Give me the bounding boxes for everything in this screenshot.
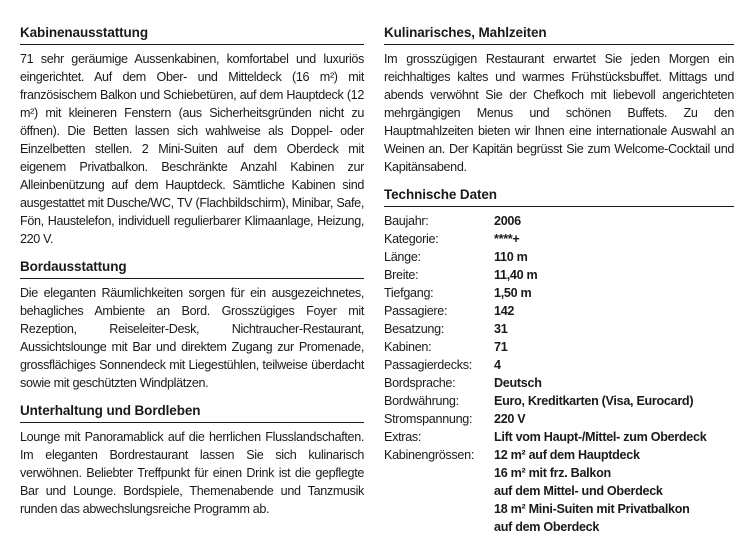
specs-table [384,212,734,536]
cabin-size-line: auf dem Mittel- und Oberdeck [494,484,663,498]
spec-label: Baujahr: [384,214,429,228]
spec-value: 110 m [494,250,528,264]
spec-value: Euro, Kreditkarten (Visa, Eurocard) [494,394,694,408]
spec-label: Stromspannung: [384,412,473,426]
spec-row [384,248,734,266]
cabin-size-line: 16 m² mit frz. Balkon [494,466,611,480]
section-body: Im grosszügigen Restaurant erwartet Sie jeden Morgen ein reichhaltiges kaltes und warmes Frühstücksbuffet. Mittags und abends verwöhnt Sie der Chefkoch mit liebevoll angerichteten mehrgängigen Menus und schönen Buffets. Zu den Hauptmahlzeiten bieten wir Ihnen eine internationale Auswahl an Weinen an. Der Kapitän begrüsst Sie zum Welcome-Cocktail und Kapitänsabend. [384,52,734,174]
section-body: 71 sehr geräumige Aussenkabinen, komfortabel und luxuriös eingerichtet. Auf dem Ober- und Mitteldeck (16 m²) mit französischem Balkon und Schiebetüren, auf dem Hauptdeck (12 m²) mit kleineren Fenstern (aus Sicherheitsgründen nicht zu öffnen). Die Betten lassen sich wahlweise als Doppel- oder Einzelbetten stellen. 2 Mini-Suiten auf dem Oberdeck mit eigenem Privatbalkon. Beschränkte Anzahl Kabinen zur Alleinbenützung auf dem Hauptdeck. Sämtliche Kabinen sind ausgestattet mit Dusche/WC, TV (Flachbildschirm), Minibar, Safe, Fön, Haustelefon, individuell regulierbarer Klimaanlage, Heizung, 220 V. [20,52,364,246]
section-kulinarisches [384,24,734,176]
spec-label: Breite: [384,268,419,282]
spec-value: 71 [494,340,508,354]
section-title: Technische Daten [384,186,734,207]
spec-value: Lift vom Haupt-/Mittel- zum Oberdeck [494,430,707,444]
spec-value [494,446,734,536]
cabin-size-line: auf dem Oberdeck [494,520,600,534]
section-title: Bordausstattung [20,258,364,279]
spec-row [384,356,734,374]
spec-row [384,320,734,338]
spec-value: 1,50 m [494,286,532,300]
section-body: Die eleganten Räumlichkeiten sorgen für ein ausgezeichnetes, behagliches Ambiente an Bord. Grosszügiges Foyer mit Rezeption, Reiseleiter-Desk, Nichtraucher-Restaurant, Aussichtslounge mit Bar und direktem Zugang zur Promenade, grossflächiges Sonnendeck mit Liegestühlen, teilweise überdacht sowie mit geschützten Windplätzen. [20,286,364,390]
spec-row [384,212,734,230]
cabin-size-line: 18 m² Mini-Suiten mit Privatbalkon [494,502,690,516]
spec-row [384,302,734,320]
spec-label: Passagiere: [384,304,448,318]
spec-value: 2006 [494,214,521,228]
spec-value: ****+ [494,232,520,246]
section-title: Kulinarisches, Mahlzeiten [384,24,734,45]
spec-value: 142 [494,304,515,318]
section-unterhaltung [20,402,364,518]
section-technische-daten [384,186,734,536]
spec-value: 4 [494,358,501,372]
left-column [20,24,364,528]
spec-row [384,266,734,284]
spec-label: Tiefgang: [384,286,434,300]
spec-row [384,284,734,302]
spec-value: 220 V [494,412,526,426]
spec-label: Bordwährung: [384,394,459,408]
spec-label: Kategorie: [384,232,439,246]
spec-row [384,410,734,428]
spec-label: Passagierdecks: [384,358,472,372]
section-kabinenausstattung [20,24,364,248]
spec-label: Besatzung: [384,322,445,336]
right-column [384,24,734,546]
spec-label: Kabinengrössen: [384,448,475,462]
section-bordausstattung [20,258,364,392]
cabin-size-line: 12 m² auf dem Hauptdeck [494,448,640,462]
spec-label: Bordsprache: [384,376,456,390]
spec-row-kabinengroessen [384,446,734,536]
spec-label: Länge: [384,250,421,264]
spec-row [384,230,734,248]
spec-row [384,428,734,446]
spec-label: Kabinen: [384,340,432,354]
spec-row [384,374,734,392]
spec-label: Extras: [384,430,422,444]
section-title: Unterhaltung und Bordleben [20,402,364,423]
spec-value: 31 [494,322,508,336]
spec-value: Deutsch [494,376,542,390]
spec-value: 11,40 m [494,268,538,282]
section-body: Lounge mit Panoramablick auf die herrlichen Flusslandschaften. Im eleganten Bordrestaurant lassen Sie sich kulinarisch verwöhnen. Beliebter Treffpunkt für einen Drink ist die gepflegte Bar und Lounge. Bordspiele, Themenabende und Tanzmusik runden das abwechslungsreiche Programm ab. [20,430,364,516]
spec-row [384,392,734,410]
section-title: Kabinenausstattung [20,24,364,45]
spec-row [384,338,734,356]
